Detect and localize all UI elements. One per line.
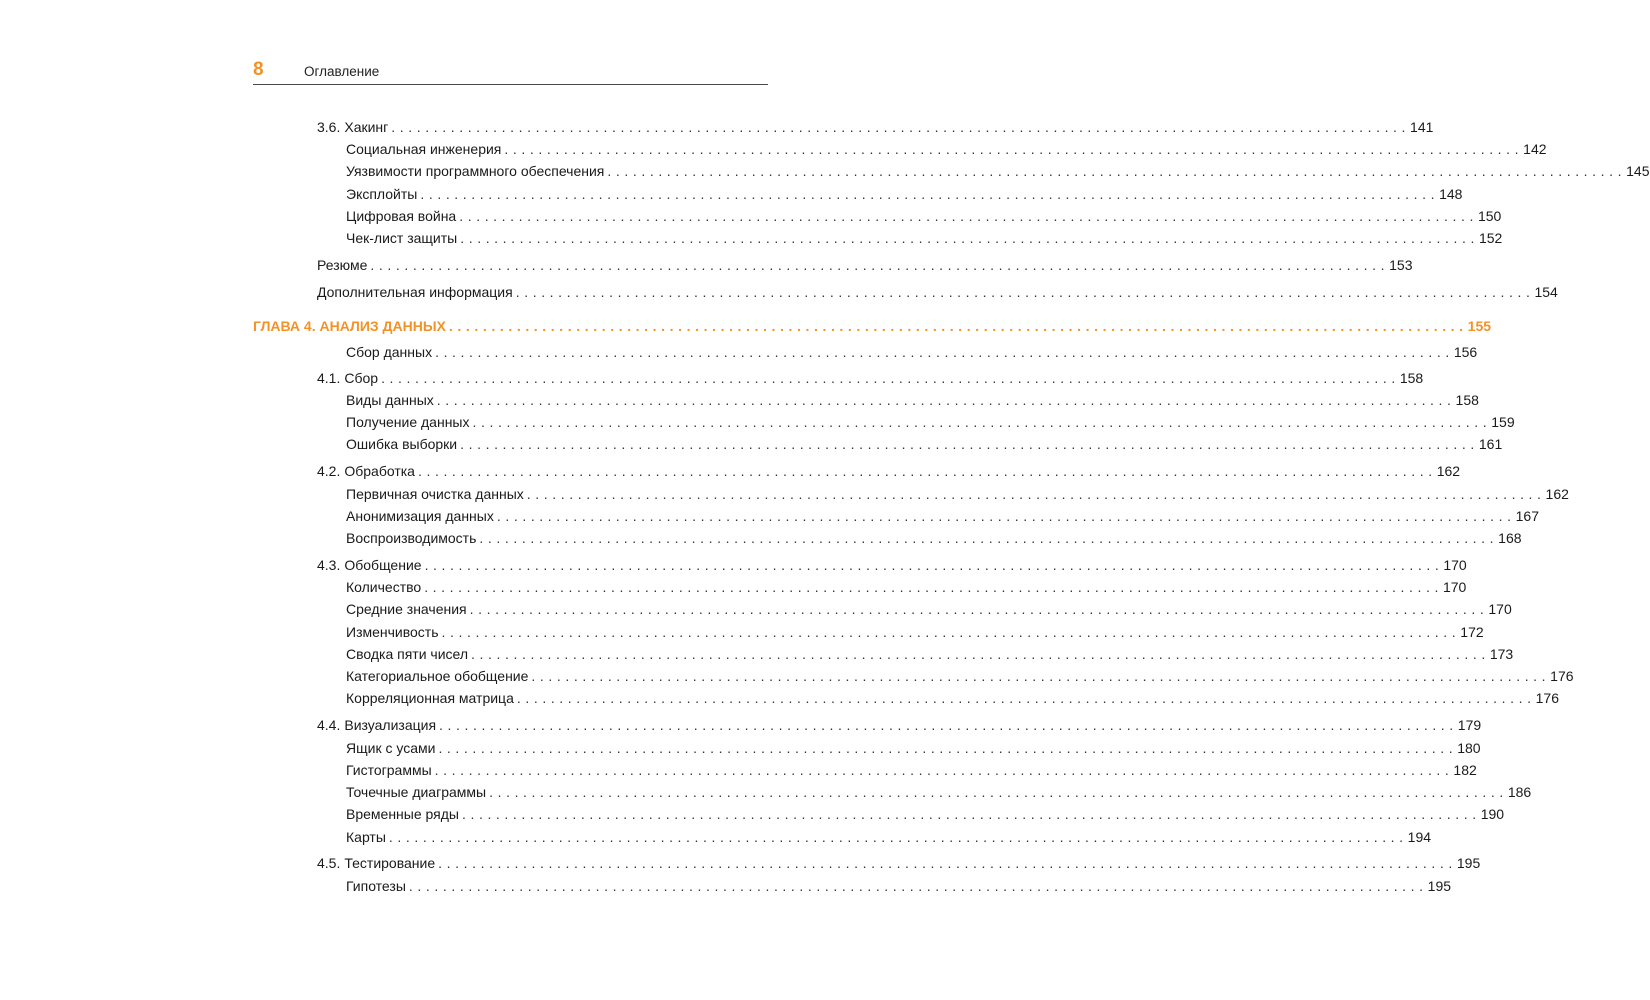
toc-entry-page: 172: [1460, 624, 1484, 640]
toc-entry-page: 195: [1427, 878, 1452, 894]
toc-entry-title: Обработка: [344, 463, 415, 479]
toc-entry-subsection[interactable]: [253, 206, 1502, 226]
toc-entry-subsection[interactable]: [253, 412, 1515, 432]
dot-leader: ........................................................................................................................: [420, 186, 1440, 202]
dot-leader: ........................................................................................................................: [460, 436, 1479, 452]
toc-entry-page: 155: [1467, 318, 1492, 334]
toc-entry-page: 145: [1626, 163, 1650, 179]
toc-entry-title: Социальная инженерия: [346, 141, 502, 157]
toc-entry-page: 186: [1507, 784, 1532, 800]
dot-leader: ........................................................................................................................: [381, 370, 1400, 386]
toc-entry-page: 170: [1443, 557, 1467, 573]
toc-entry-subsection[interactable]: [253, 139, 1547, 159]
toc-entry-title: Воспроизводимость: [346, 530, 477, 546]
toc-entry-subsection[interactable]: [253, 738, 1481, 758]
toc-entry-page: 158: [1455, 392, 1479, 408]
toc-entry-title: Анонимизация данных: [346, 508, 494, 524]
dot-leader: ........................................................................................................................: [434, 762, 1454, 778]
toc-entry-subsection[interactable]: [253, 782, 1532, 802]
dot-leader: ........................................................................................................................: [388, 829, 1408, 845]
toc-entry-title: Гипотезы: [346, 878, 406, 894]
dot-leader: ........................................................................................................................: [469, 601, 1489, 617]
toc-entry-title: Тестирование: [344, 855, 436, 871]
toc-entry-subsection[interactable]: [253, 804, 1505, 824]
toc-entry-title: Корреляционная матрица: [346, 690, 514, 706]
toc-entry-page: 141: [1410, 119, 1434, 135]
toc-entry-subsection[interactable]: [253, 577, 1467, 597]
toc-entry-section[interactable]: [253, 853, 1481, 873]
toc-entry-subsection[interactable]: [253, 666, 1574, 686]
toc-entry-subsection[interactable]: [253, 644, 1514, 664]
toc-entry-section[interactable]: [253, 715, 1482, 735]
toc-entry-subsection[interactable]: [253, 599, 1512, 619]
dot-leader: ........................................................................................................................: [438, 740, 1458, 756]
toc-entry-page: 179: [1457, 717, 1482, 733]
toc-entry-subsection[interactable]: [253, 161, 1650, 181]
toc-entry-title: Обобщение: [344, 557, 422, 573]
toc-entry-number: 4.1.: [317, 370, 341, 386]
toc-entry-subsection[interactable]: [253, 827, 1432, 847]
toc-entry-title: Визуализация: [344, 717, 437, 733]
toc-entry-title: Сбор: [344, 370, 379, 386]
toc-entry-subsection[interactable]: [253, 688, 1559, 708]
dot-leader: ........................................................................................................................: [441, 624, 1461, 640]
dot-leader: ........................................................................................................................: [461, 806, 1481, 822]
toc-entry-subsection[interactable]: [253, 228, 1503, 248]
toc-entry-subsection[interactable]: [253, 342, 1478, 362]
toc-entry-title: Средние значения: [346, 601, 467, 617]
toc-entry-title: Гистограммы: [346, 762, 432, 778]
toc-entry-page: 156: [1453, 344, 1478, 360]
toc-entry-title: Эксплойты: [346, 186, 418, 202]
toc-entry-title: Чек-лист защиты: [346, 230, 458, 246]
toc-entry-number: 4.4.: [317, 717, 341, 733]
dot-leader: ........................................................................................................................: [424, 579, 1443, 595]
dot-leader: ........................................................................................................................: [504, 141, 1524, 157]
toc-entry-title: Ящик с усами: [346, 740, 436, 756]
dot-leader: ........................................................................................................................: [408, 878, 1428, 894]
dot-leader: ........................................................................................................................: [439, 717, 1458, 733]
dot-leader: ........................................................................................................................: [531, 668, 1551, 684]
toc-entry-subsection[interactable]: [253, 484, 1569, 504]
table-of-contents: [253, 0, 1650, 1000]
toc-entry-subsection[interactable]: [253, 434, 1503, 454]
toc-entry-section[interactable]: [253, 555, 1467, 575]
toc-entry-summary[interactable]: [253, 255, 1413, 275]
toc-entry-title: Уязвимости программного обеспечения: [346, 163, 605, 179]
toc-entry-page: 176: [1550, 668, 1574, 684]
dot-leader: ........................................................................................................................: [607, 163, 1627, 179]
toc-entry-page: 150: [1477, 208, 1502, 224]
toc-entry-page: 154: [1534, 284, 1558, 300]
dot-leader: ........................................................................................................................: [472, 414, 1492, 430]
dot-leader: ........................................................................................................................: [424, 557, 1444, 573]
toc-entry-further-info[interactable]: [253, 282, 1558, 302]
toc-entry-section[interactable]: [253, 117, 1434, 137]
page-number: 8: [253, 59, 264, 80]
toc-entry-page: 195: [1456, 855, 1481, 871]
toc-entry-page: 180: [1457, 740, 1481, 756]
toc-entry-page: 152: [1478, 230, 1503, 246]
toc-entry-page: 167: [1515, 508, 1539, 524]
toc-entry-page: 190: [1480, 806, 1505, 822]
toc-entry-page: 168: [1498, 530, 1522, 546]
toc-entry-title: Получение данных: [346, 414, 470, 430]
toc-entry-title: Хакинг: [344, 119, 389, 135]
toc-entry-title: Виды данных: [346, 392, 434, 408]
toc-entry-page: 148: [1439, 186, 1463, 202]
toc-entry-page: 170: [1442, 579, 1467, 595]
toc-entry-page: 159: [1491, 414, 1515, 430]
toc-entry-number: 4.2.: [317, 463, 341, 479]
toc-entry-subsection[interactable]: [253, 760, 1477, 780]
toc-entry-subsection[interactable]: [253, 876, 1452, 896]
running-title: Оглавление: [304, 64, 380, 79]
dot-leader: ........................................................................................................................: [515, 284, 1535, 300]
toc-entry-page: 170: [1488, 601, 1512, 617]
toc-entry-title: Цифровая война: [346, 208, 457, 224]
toc-entry-number: 3.6.: [317, 119, 341, 135]
toc-entry-number: 4.5.: [317, 855, 341, 871]
toc-entry-title: Сводка пяти чисел: [346, 646, 469, 662]
toc-entry-page: 176: [1535, 690, 1559, 706]
dot-leader: ........................................................................................................................: [489, 784, 1508, 800]
toc-entry-title: Количество: [346, 579, 422, 595]
dot-leader: ........................................................................................................................: [460, 230, 1479, 246]
toc-entry-page: 182: [1453, 762, 1477, 778]
dot-leader: ........................................................................................................................: [370, 257, 1390, 273]
toc-entry-subsection[interactable]: [253, 622, 1484, 642]
dot-leader: ........................................................................................................................: [516, 690, 1536, 706]
dot-leader: ........................................................................................................................: [496, 508, 1516, 524]
dot-leader: ........................................................................................................................: [448, 318, 1468, 334]
dot-leader: ........................................................................................................................: [526, 486, 1546, 502]
toc-entry-page: 173: [1489, 646, 1514, 662]
toc-entry-chapter[interactable]: [253, 316, 1492, 336]
toc-entry-section[interactable]: [253, 368, 1424, 388]
toc-entry-page: 162: [1545, 486, 1569, 502]
toc-entry-title: Карты: [346, 829, 386, 845]
toc-entry-page: 153: [1389, 257, 1413, 273]
toc-entry-title: Дополнительная информация: [317, 284, 513, 300]
toc-entry-subsection[interactable]: [253, 506, 1539, 526]
toc-entry-title: Ошибка выборки: [346, 436, 458, 452]
dot-leader: ........................................................................................................................: [479, 530, 1499, 546]
toc-entry-title: Изменчивость: [346, 624, 439, 640]
toc-entry-title: Временные ряды: [346, 806, 459, 822]
toc-entry-title: Точечные диаграммы: [346, 784, 487, 800]
dot-leader: ........................................................................................................................: [471, 646, 1490, 662]
dot-leader: ........................................................................................................................: [391, 119, 1411, 135]
dot-leader: ........................................................................................................................: [417, 463, 1437, 479]
toc-entry-page: 161: [1478, 436, 1503, 452]
toc-entry-subsection[interactable]: [253, 528, 1522, 548]
toc-entry-section[interactable]: [253, 461, 1461, 481]
dot-leader: ........................................................................................................................: [436, 392, 1456, 408]
toc-entry-subsection[interactable]: [253, 390, 1479, 410]
toc-entry-title: Резюме: [317, 257, 368, 273]
toc-entry-title: Сбор данных: [346, 344, 433, 360]
chapter-title: ГЛАВА 4. АНАЛИЗ ДАННЫХ: [253, 318, 446, 334]
toc-entry-page: 194: [1407, 829, 1432, 845]
toc-entry-title: Первичная очистка данных: [346, 486, 524, 502]
dot-leader: ........................................................................................................................: [459, 208, 1478, 224]
toc-entry-number: 4.3.: [317, 557, 341, 573]
dot-leader: ........................................................................................................................: [435, 344, 1454, 360]
toc-entry-page: 142: [1523, 141, 1547, 157]
toc-entry-title: Категориальное обобщение: [346, 668, 529, 684]
toc-entry-page: 162: [1436, 463, 1461, 479]
toc-entry-subsection[interactable]: [253, 184, 1463, 204]
dot-leader: ........................................................................................................................: [438, 855, 1457, 871]
toc-entry-page: 158: [1399, 370, 1424, 386]
